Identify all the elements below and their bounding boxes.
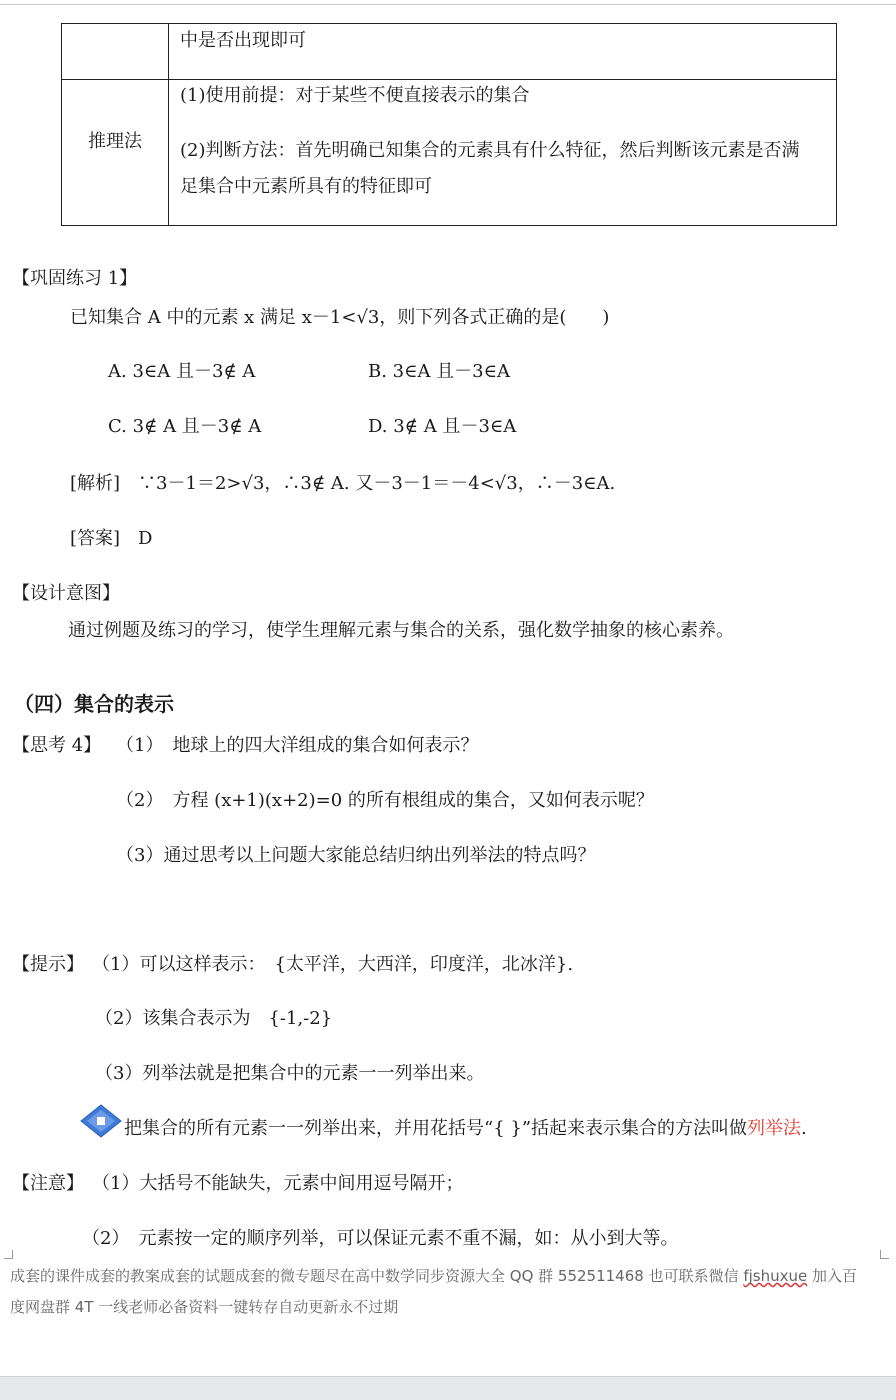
table-row2-line1: (1)使用前提：对于某些不便直接表示的集合	[180, 85, 530, 106]
table-row2-line2: (2)判断方法：首先明确已知集合的元素具有什么特征，然后判断该元素是否满	[180, 140, 800, 161]
footer-line-1	[10, 1265, 857, 1286]
exercise-question: 已知集合 A 中的元素 x 满足 x－1<√3，则下列各式正确的是( )	[70, 307, 610, 328]
window-bottom-bar	[0, 1376, 896, 1400]
table-column-divider	[168, 24, 169, 225]
section-title: （四）集合的表示	[14, 692, 174, 716]
definition-text: 把集合的所有元素一一列举出来，并用花括号“{ }”括起来表示集合的方法叫做	[124, 1118, 748, 1139]
footer-wechat: fjshuxue	[743, 1267, 808, 1285]
method-table	[61, 23, 837, 226]
think-question-1: （1） 地球上的四大洋组成的集合如何表示？	[116, 735, 479, 756]
footer-text-b: 加入百	[807, 1267, 858, 1285]
table-row2-line3: 足集合中元素所具有的特征即可	[180, 176, 432, 197]
note-label: 【注意】	[12, 1173, 84, 1194]
hint-1: （1）可以这样表示： {太平洋，大西洋，印度洋，北冰洋}.	[92, 954, 574, 975]
hint-label: 【提示】	[12, 954, 84, 975]
definition-end: .	[801, 1118, 807, 1139]
page-top-rule	[0, 4, 896, 5]
table-row1-text: 中是否出现即可	[180, 30, 306, 51]
footer-text-a: 成套的课件成套的教案成套的试题成套的微专题尽在高中数学同步资源大全 QQ 群 552511468 也可联系微信	[10, 1267, 744, 1285]
definition-term: 列举法	[747, 1118, 802, 1139]
think-label: 【思考 4】	[12, 735, 102, 756]
footer-line-2: 度网盘群 4T 一线老师必备资料一键转存自动更新永不过期	[10, 1298, 399, 1316]
design-text: 通过例题及练习的学习，使学生理解元素与集合的关系，强化数学抽象的核心素养。	[68, 620, 734, 641]
option-b: B. 3∈A 且－3∈A	[368, 361, 510, 382]
option-d: D. 3∉ A 且－3∈A	[368, 416, 517, 437]
table-row-divider	[62, 79, 836, 80]
think-question-3: （3）通过思考以上问题大家能总结归纳出列举法的特点吗？	[116, 845, 596, 866]
table-row2-label: 推理法	[88, 131, 142, 152]
definition-line	[124, 1114, 807, 1140]
option-c: C. 3∉ A 且－3∉ A	[108, 416, 262, 437]
think-question-2: （2） 方程 (x+1)(x+2)=0 的所有根组成的集合，又如何表示呢？	[116, 790, 654, 811]
hint-3: （3）列举法就是把集合中的元素一一列举出来。	[95, 1063, 485, 1084]
design-heading: 【设计意图】	[12, 583, 120, 604]
margin-corner-right	[880, 1250, 889, 1259]
margin-corner-left	[4, 1250, 13, 1259]
hint-2: （2）该集合表示为 {-1,-2}	[95, 1008, 333, 1029]
option-a: A. 3∈A 且－3∉ A	[108, 361, 256, 382]
exercise-analysis: [解析] ∵3－1＝2>√3，∴3∉ A. 又－3－1＝－4<√3，∴－3∈A.	[70, 473, 616, 494]
exercise-heading: 【巩固练习 1】	[12, 268, 138, 289]
exercise-answer: [答案] D	[70, 528, 153, 549]
note-2: （2） 元素按一定的顺序列举，可以保证元素不重不漏，如：从小到大等。	[82, 1228, 679, 1249]
note-1: （1）大括号不能缺失，元素中间用逗号隔开；	[92, 1173, 464, 1194]
diamond-arrows-icon	[80, 1104, 122, 1138]
